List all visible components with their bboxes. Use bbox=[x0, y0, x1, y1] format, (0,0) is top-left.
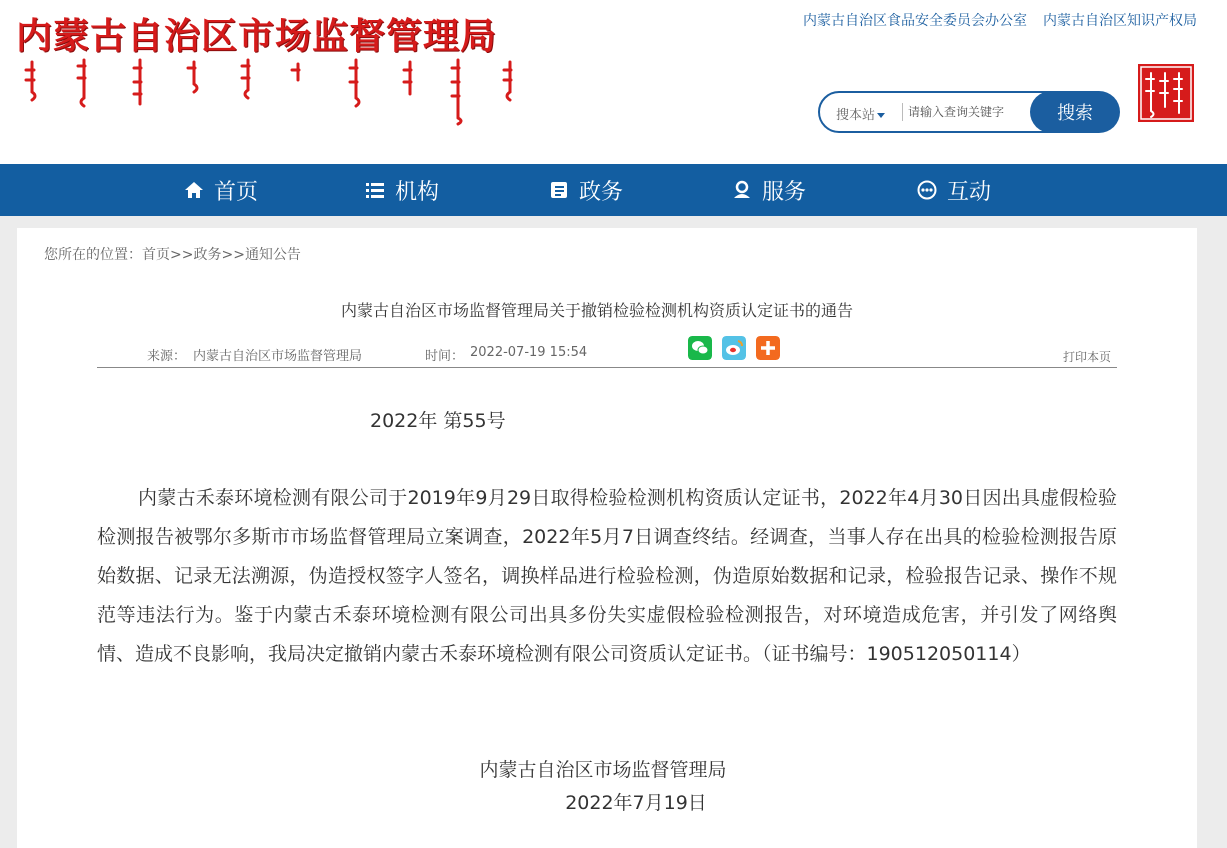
nav-item-label: 机构 bbox=[395, 179, 440, 205]
search-divider bbox=[902, 103, 903, 121]
search-box bbox=[818, 91, 1116, 133]
signature-date: 2022年7月19日 bbox=[565, 792, 707, 814]
time-label: 时间： bbox=[425, 349, 465, 364]
list-icon bbox=[365, 180, 385, 200]
signature-organization: 内蒙古自治区市场监督管理局 bbox=[479, 759, 727, 781]
nav-item-label: 服务 bbox=[762, 179, 807, 205]
source-label: 来源： bbox=[147, 349, 187, 364]
time-value: 2022-07-19 15:54 bbox=[470, 345, 588, 360]
nav-item-label: 互动 bbox=[947, 179, 992, 205]
seal-logo[interactable] bbox=[1137, 63, 1195, 123]
chevron-down-icon bbox=[877, 113, 885, 118]
main-nav bbox=[0, 164, 1227, 216]
breadcrumb-separator: >> bbox=[221, 247, 245, 263]
wechat-icon[interactable] bbox=[688, 336, 712, 360]
top-link-ip-office[interactable]: 内蒙古自治区知识产权局 bbox=[1043, 13, 1197, 29]
breadcrumb-notices[interactable]: 通知公告 bbox=[244, 247, 301, 263]
chat-icon bbox=[917, 180, 937, 200]
top-link-food-safety[interactable]: 内蒙古自治区食品安全委员会办公室 bbox=[803, 13, 1027, 29]
document-icon bbox=[549, 180, 569, 200]
search-scope-select[interactable] bbox=[836, 104, 885, 123]
site-header bbox=[0, 0, 1227, 164]
top-links bbox=[803, 10, 1197, 30]
nav-item-organization[interactable] bbox=[365, 164, 439, 216]
mongolian-script-logo bbox=[22, 56, 522, 126]
nav-item-label: 首页 bbox=[214, 179, 259, 205]
article-meta bbox=[97, 342, 1117, 368]
signature bbox=[17, 756, 1157, 817]
share-more-icon[interactable] bbox=[756, 336, 780, 360]
content-card bbox=[17, 228, 1197, 848]
breadcrumb-separator: >> bbox=[170, 247, 194, 263]
nav-item-services[interactable] bbox=[732, 164, 806, 216]
search-input[interactable] bbox=[908, 101, 1026, 123]
breadcrumb bbox=[44, 244, 301, 264]
meta-divider bbox=[97, 367, 1117, 368]
weibo-icon[interactable] bbox=[722, 336, 746, 360]
article-title: 内蒙古自治区市场监督管理局关于撤销检验检测机构资质认定证书的通告 bbox=[340, 301, 853, 320]
nav-item-interaction[interactable] bbox=[917, 164, 991, 216]
home-icon bbox=[184, 180, 204, 200]
site-title[interactable]: 内蒙古自治区市场监督管理局 bbox=[16, 16, 498, 57]
nav-item-government-affairs[interactable] bbox=[549, 164, 623, 216]
search-scope-label: 搜本站 bbox=[836, 108, 876, 123]
source-value: 内蒙古自治区市场监督管理局 bbox=[193, 349, 363, 364]
nav-item-home[interactable] bbox=[184, 164, 258, 216]
breadcrumb-prefix: 您所在的位置： bbox=[44, 247, 142, 263]
search-button[interactable]: 搜索 bbox=[1030, 91, 1120, 133]
article-body: 内蒙古禾泰环境检测有限公司于2019年9月29日取得检验检测机构资质认定证书，2022年4月30日因出具虚假检验检测报告被鄂尔多斯市市场监督管理局立案调查，2022年5月7日调查终结。经调查，当事人存在出具的检验检测报告原始数据、记录无法溯源，伪造授权签字人签名，调换样品进行检验检测，伪造原始数据和记录，检验报告记录、操作不规范等违法行为。鉴于内蒙古禾泰环境检测有限公司出具多份失实虚假检验检测报告，对环境造成危害，并引发了网络舆情、造成不良影响，我局决定撤销内蒙古禾泰环境检测有限公司资质认定证书。（证书编号：190512050114） bbox=[97, 487, 1117, 665]
breadcrumb-government-affairs[interactable]: 政务 bbox=[193, 247, 222, 263]
print-button[interactable]: 打印本页 bbox=[1062, 350, 1111, 364]
document-number: 2022年 第55号 bbox=[370, 410, 506, 432]
breadcrumb-home[interactable]: 首页 bbox=[142, 247, 170, 263]
nav-item-label: 政务 bbox=[579, 179, 624, 205]
service-icon bbox=[732, 180, 752, 200]
